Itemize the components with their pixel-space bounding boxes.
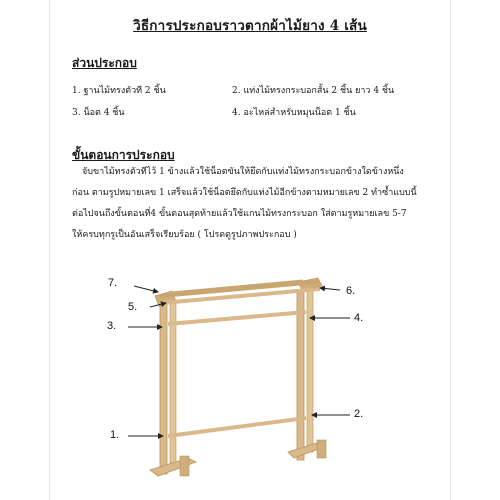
steps-line: ก่อน ตามรูปหมายเลข 1 เสร็จแล้วใช้น็อตยึดกับแท่งไม้อีกข้างตามหมายเลข 2 ทำซ้ำแบบนี้ bbox=[72, 188, 417, 198]
callout-2: 2. bbox=[354, 408, 364, 420]
bottom-rail bbox=[168, 418, 306, 436]
callout-1: 1. bbox=[110, 429, 120, 441]
callout-3: 3. bbox=[107, 320, 117, 332]
parts-heading: ส่วนประกอบ bbox=[72, 56, 137, 70]
middle-rail bbox=[168, 312, 306, 324]
left-base-end bbox=[180, 456, 189, 476]
part-item: 3. น็อต 4 ชิ้น bbox=[72, 108, 125, 118]
callout-7: 7. bbox=[108, 277, 118, 289]
steps-line: ให้ครบทุกรูเป็นอันเสร็จเรียบร้อย ( โปรดดูรูปภาพประกอบ ) bbox=[72, 230, 297, 240]
arrow-7 bbox=[134, 286, 158, 292]
top-rail-back bbox=[160, 282, 318, 296]
part-item: 1. ฐานไม้ทรงตัวที 2 ชิ้น bbox=[72, 86, 166, 96]
steps-line: จับขาไม้ทรงตัวทีไว้ 1 ข้างแล้วใช้น็อตขันให้ยึดกับแท่งไม้ทรงกระบอกข้างใดข้างหนึ่ง bbox=[82, 167, 404, 177]
arrow-6 bbox=[320, 288, 340, 290]
right-leg-inner bbox=[307, 286, 313, 452]
callout-4: 4. bbox=[354, 312, 364, 324]
part-item: 2. แท่งไม้ทรงกระบอกสั้น 2 ชิ้น ยาว 4 ชิ้น bbox=[232, 86, 395, 96]
steps-heading: ขั้นตอนการประกอบ bbox=[72, 148, 175, 162]
right-base-end bbox=[317, 440, 326, 458]
left-leg-post bbox=[160, 296, 167, 474]
callout-6: 6. bbox=[346, 285, 356, 297]
callout-5: 5. bbox=[128, 301, 138, 313]
page-title: วิธีการประกอบราวตากผ้าไม้ยาง 4 เส้น bbox=[133, 18, 367, 34]
part-item: 4. อะไหล่สำหรับหมุนน็อต 1 ชิ้น bbox=[232, 108, 356, 118]
right-leg-post bbox=[297, 290, 304, 460]
steps-line: ต่อไปจนถึงขั้นตอนที่4 ขั้นตอนสุดท้ายแล้วใช้แกนไม้ทรงกระบอก ใส่ตามรูหมายเลข 5-7 bbox=[72, 209, 407, 219]
